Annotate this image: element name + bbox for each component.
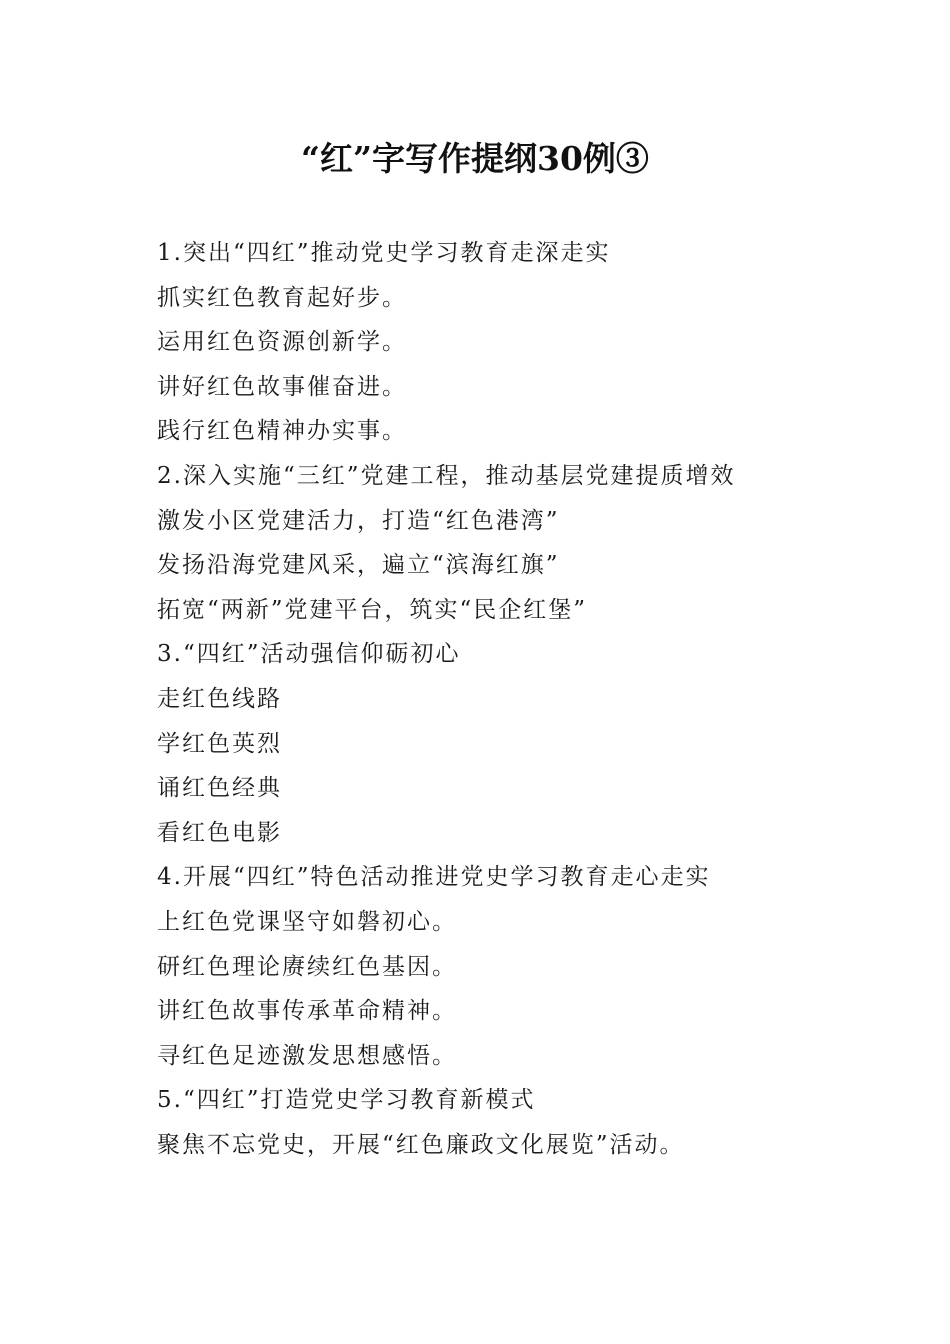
heading-1: 1.突出“四红”推动党史学习教育走深走实 [157,240,611,266]
list-item: 发扬沿海党建风采，遍立“滨海红旗” [157,552,560,579]
list-item: 走红色线路 [157,685,282,712]
heading-3: 3.“四红”活动强信仰砺初心 [157,641,461,668]
list-item: 拓宽“两新”党建平台，筑实“民企红堡” [157,596,588,623]
document-title: “红”字写作提纲30例③ [301,139,649,178]
list-item: 讲红色故事传承革命精神。 [157,998,457,1025]
list-item: 学红色英烈 [157,730,282,757]
list-item: 讲好红色故事催奋进。 [157,373,407,400]
list-item: 践行红色精神办实事。 [157,418,407,445]
heading-5: 5.“四红”打造党史学习教育新模式 [157,1087,536,1114]
list-item: 研红色理论赓续红色基因。 [157,953,457,980]
list-item: 寻红色足迹激发思想感悟。 [157,1042,457,1069]
list-item: 诵红色经典 [157,775,282,802]
list-item: 运用红色资源创新学。 [157,329,407,356]
heading-4: 4.开展“四红”特色活动推进党史学习教育走心走实 [157,864,711,891]
list-item: 聚焦不忘党史，开展“红色廉政文化展览”活动。 [157,1131,685,1158]
list-item: 激发小区党建活力，打造“红色港湾” [157,507,560,534]
list-item: 抓实红色教育起好步。 [157,284,407,311]
list-item: 看红色电影 [157,819,282,846]
heading-2: 2.深入实施“三红”党建工程，推动基层党建提质增效 [157,462,736,489]
list-item: 上红色党课坚守如磐初心。 [157,908,457,935]
outline-list [157,231,857,1167]
